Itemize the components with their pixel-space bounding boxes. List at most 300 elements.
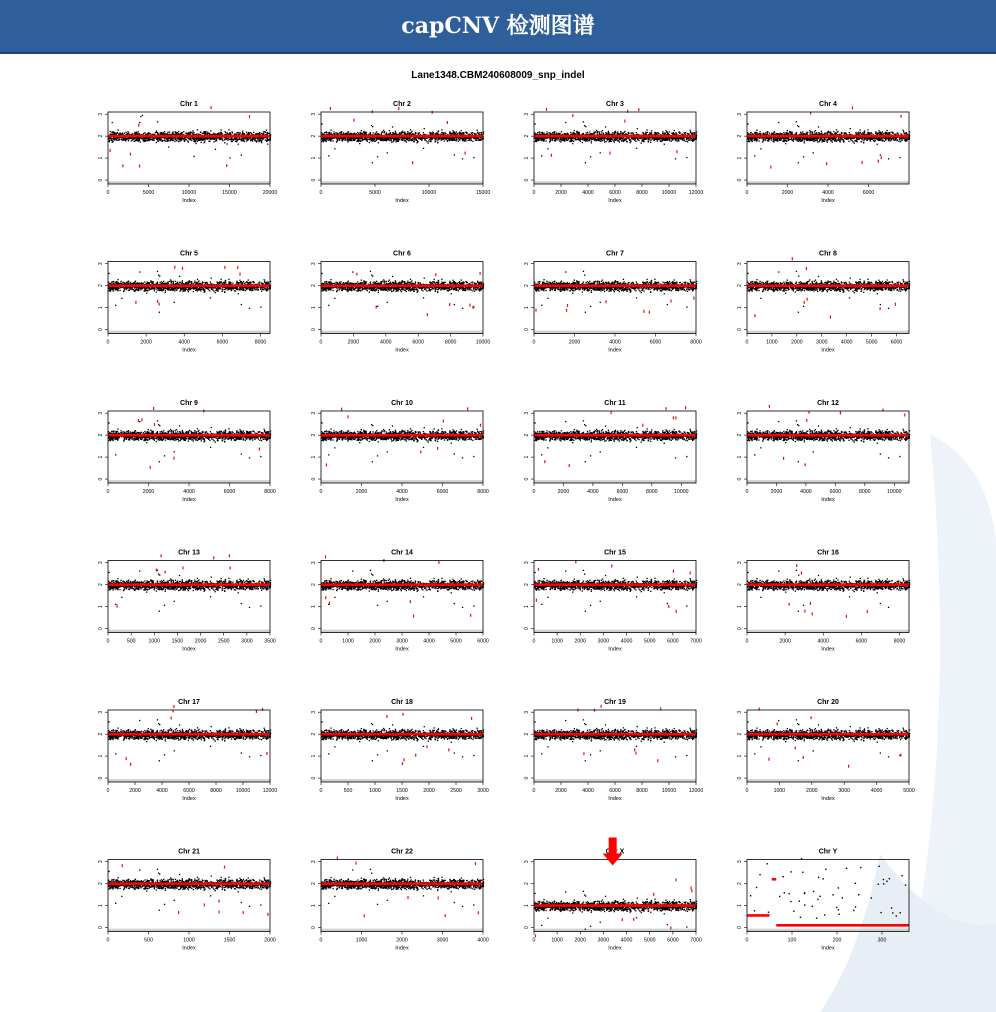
data-point <box>478 138 479 139</box>
data-point <box>225 138 226 139</box>
data-point <box>475 133 476 134</box>
data-point <box>377 156 378 157</box>
data-point <box>347 132 348 133</box>
data-point <box>601 131 602 132</box>
data-point <box>335 132 336 133</box>
data-point <box>441 140 442 141</box>
data-point <box>242 133 243 134</box>
data-point <box>210 130 211 131</box>
data-point <box>369 142 370 143</box>
data-point <box>110 131 111 132</box>
data-point <box>188 134 189 135</box>
data-point <box>154 140 155 141</box>
data-point <box>206 131 207 132</box>
data-point <box>423 148 424 149</box>
data-point <box>363 139 364 140</box>
data-point <box>190 132 191 133</box>
data-point <box>157 121 158 122</box>
data-point <box>140 116 141 117</box>
data-point <box>267 144 268 145</box>
data-point <box>235 138 236 139</box>
data-point <box>378 142 379 143</box>
data-point <box>164 131 165 132</box>
data-point <box>138 131 139 132</box>
data-point <box>265 139 266 140</box>
data-point <box>195 140 196 141</box>
data-point <box>251 138 252 139</box>
data-point <box>114 132 115 133</box>
data-point <box>142 115 143 116</box>
data-point <box>216 139 217 140</box>
data-point <box>235 133 236 134</box>
data-point <box>207 133 208 134</box>
data-point <box>227 143 228 144</box>
data-point <box>213 141 214 142</box>
data-point <box>180 139 181 140</box>
data-point <box>173 133 174 134</box>
data-point <box>360 137 361 138</box>
outlier-mark <box>353 119 354 122</box>
data-point <box>398 139 399 140</box>
data-point <box>614 142 615 143</box>
data-point <box>144 141 145 142</box>
data-point <box>383 130 384 131</box>
data-point <box>219 133 220 134</box>
y-tick-label: 2 <box>98 135 104 138</box>
data-point <box>266 138 267 139</box>
data-point <box>456 139 457 140</box>
data-point <box>133 139 134 140</box>
data-point <box>127 138 128 139</box>
data-point <box>430 141 431 142</box>
data-point <box>409 138 410 139</box>
data-point <box>125 138 126 139</box>
data-point <box>188 132 189 133</box>
data-point <box>402 132 403 133</box>
x-tick-label: 10000 <box>422 190 437 196</box>
data-point <box>376 139 377 140</box>
data-point <box>332 140 333 141</box>
outlier-mark <box>226 164 227 167</box>
data-point <box>458 141 459 142</box>
data-point <box>380 139 381 140</box>
data-point <box>231 141 232 142</box>
x-tick-label: 4000 <box>582 190 594 196</box>
data-point <box>343 133 344 134</box>
data-point <box>201 138 202 139</box>
data-point <box>435 139 436 140</box>
x-tick-label: 6000 <box>609 190 621 196</box>
data-point <box>145 140 146 141</box>
chromosome-panel <box>311 101 490 204</box>
data-point <box>356 133 357 134</box>
data-point <box>193 134 194 135</box>
data-point <box>227 140 228 141</box>
data-point <box>169 131 170 132</box>
data-point <box>360 134 361 135</box>
data-point <box>402 140 403 141</box>
data-point <box>168 146 169 147</box>
data-point <box>465 140 466 141</box>
data-point <box>401 133 402 134</box>
data-point <box>144 138 145 139</box>
data-point <box>472 132 473 133</box>
data-point <box>142 138 143 139</box>
x-tick-label: 5000 <box>143 190 155 196</box>
panel-title: Chr 1 <box>180 101 198 108</box>
data-point <box>194 156 195 157</box>
data-point <box>160 132 161 133</box>
data-point <box>226 138 227 139</box>
data-point <box>250 132 251 133</box>
data-point <box>474 133 475 134</box>
data-point <box>339 139 340 140</box>
data-point <box>402 131 403 132</box>
outlier-mark <box>130 153 131 156</box>
data-point <box>466 131 467 132</box>
data-point <box>111 138 112 139</box>
data-point <box>202 133 203 134</box>
data-point <box>141 138 142 139</box>
data-point <box>260 139 261 140</box>
data-point <box>444 138 445 139</box>
data-point <box>345 139 346 140</box>
data-point <box>259 133 260 134</box>
data-point <box>157 139 158 140</box>
data-point <box>338 133 339 134</box>
data-point <box>333 131 334 132</box>
x-tick-label: 5000 <box>369 190 381 196</box>
data-point <box>242 138 243 139</box>
data-point <box>481 132 482 133</box>
y-tick-label: 1 <box>524 156 530 159</box>
data-point <box>372 162 373 163</box>
data-point <box>121 133 122 134</box>
data-point <box>132 133 133 134</box>
data-point <box>436 139 437 140</box>
data-point <box>261 133 262 134</box>
data-point <box>117 130 118 131</box>
data-point <box>192 130 193 131</box>
data-point <box>425 138 426 139</box>
x-tick-label: 0 <box>533 190 536 196</box>
outlier-mark <box>138 124 139 127</box>
data-point <box>161 132 162 133</box>
data-point <box>244 133 245 134</box>
data-point <box>354 133 355 134</box>
data-point <box>128 140 129 141</box>
data-point <box>253 132 254 133</box>
data-point <box>117 138 118 139</box>
data-point <box>353 139 354 140</box>
data-point <box>414 138 415 139</box>
data-point <box>213 138 214 139</box>
data-point <box>132 139 133 140</box>
data-point <box>321 123 322 124</box>
data-point <box>442 132 443 133</box>
x-tick-label: 0 <box>320 190 323 196</box>
data-point <box>456 140 457 141</box>
data-point <box>232 132 233 133</box>
data-point <box>342 138 343 139</box>
data-point <box>426 141 427 142</box>
data-point <box>176 139 177 140</box>
data-point <box>112 132 113 133</box>
outlier-mark <box>465 152 466 155</box>
data-point <box>409 139 410 140</box>
data-point <box>467 140 468 141</box>
data-point <box>242 134 243 135</box>
data-point <box>248 134 249 135</box>
data-point <box>147 140 148 141</box>
data-point <box>266 130 267 131</box>
data-point <box>477 132 478 133</box>
data-point <box>360 140 361 141</box>
data-point <box>450 140 451 141</box>
data-point <box>209 133 210 134</box>
data-point <box>229 157 230 158</box>
data-point <box>415 133 416 134</box>
x-tick-label: 15000 <box>476 190 491 196</box>
x-tick-label: 10000 <box>182 190 197 196</box>
data-point <box>432 139 433 140</box>
data-point <box>127 131 128 132</box>
data-point <box>242 131 243 132</box>
data-point <box>447 141 448 142</box>
data-point <box>177 137 178 138</box>
data-point <box>391 140 392 141</box>
data-point <box>184 141 185 142</box>
data-point <box>258 140 259 141</box>
data-point <box>345 137 346 138</box>
data-point <box>471 132 472 133</box>
data-point <box>445 132 446 133</box>
x-axis-label: Index <box>608 198 622 204</box>
data-point <box>157 132 158 133</box>
data-point <box>425 140 426 141</box>
report-header <box>0 0 996 54</box>
data-point <box>448 138 449 139</box>
data-point <box>446 139 447 140</box>
data-point <box>142 139 143 140</box>
data-point <box>358 139 359 140</box>
data-point <box>437 142 438 143</box>
zero-band <box>108 181 270 184</box>
data-point <box>356 141 357 142</box>
data-point <box>382 140 383 141</box>
data-point <box>338 138 339 139</box>
data-point <box>203 138 204 139</box>
data-point <box>363 131 364 132</box>
data-point <box>144 132 145 133</box>
data-point <box>190 139 191 140</box>
data-point <box>216 140 217 141</box>
data-point <box>455 133 456 134</box>
data-point <box>171 134 172 135</box>
data-point <box>113 137 114 138</box>
data-point <box>341 140 342 141</box>
data-point <box>412 140 413 141</box>
data-point <box>464 137 465 138</box>
data-point <box>116 140 117 141</box>
data-point <box>154 138 155 139</box>
outlier-mark <box>398 107 399 110</box>
data-point <box>389 130 390 131</box>
data-point <box>457 133 458 134</box>
data-point <box>354 138 355 139</box>
data-point <box>395 132 396 133</box>
data-point <box>351 133 352 134</box>
data-point <box>361 130 362 131</box>
data-point <box>371 140 372 141</box>
data-point <box>225 132 226 133</box>
data-point <box>334 133 335 134</box>
data-point <box>207 138 208 139</box>
y-tick-label: 2 <box>311 135 317 138</box>
data-point <box>172 140 173 141</box>
x-tick-label: 20000 <box>263 190 278 196</box>
data-point <box>386 133 387 134</box>
data-point <box>109 140 110 141</box>
data-point <box>341 131 342 132</box>
data-point <box>196 143 197 144</box>
data-point <box>163 140 164 141</box>
data-point <box>197 141 198 142</box>
chromosome-panel <box>524 101 703 204</box>
panel-title: Chr 2 <box>393 101 411 108</box>
data-point <box>450 132 451 133</box>
data-point <box>184 140 185 141</box>
data-point <box>139 122 140 123</box>
data-point <box>467 137 468 138</box>
data-point <box>332 138 333 139</box>
data-point <box>268 133 269 134</box>
data-point <box>438 131 439 132</box>
data-point <box>259 132 260 133</box>
data-point <box>389 139 390 140</box>
cnv-chart <box>0 54 996 1012</box>
data-point <box>454 154 455 155</box>
data-point <box>204 141 205 142</box>
data-point <box>115 139 116 140</box>
zero-band <box>321 181 483 184</box>
data-point <box>182 138 183 139</box>
data-point <box>362 140 363 141</box>
data-point <box>109 138 110 139</box>
data-point <box>124 133 125 134</box>
data-point <box>407 131 408 132</box>
data-point <box>238 144 239 145</box>
data-point <box>369 133 370 134</box>
data-point <box>417 141 418 142</box>
data-point <box>348 139 349 140</box>
data-point <box>387 152 388 153</box>
data-point <box>139 133 140 134</box>
data-point <box>143 133 144 134</box>
data-point <box>565 122 566 123</box>
data-point <box>443 133 444 134</box>
data-point <box>423 132 424 133</box>
data-point <box>240 132 241 133</box>
data-point <box>238 132 239 133</box>
data-point <box>349 138 350 139</box>
data-point <box>201 139 202 140</box>
data-point <box>156 130 157 131</box>
data-point <box>412 138 413 139</box>
data-point <box>355 138 356 139</box>
data-point <box>452 130 453 131</box>
data-point <box>161 139 162 140</box>
data-point <box>463 139 464 140</box>
data-point <box>193 132 194 133</box>
data-point <box>239 134 240 135</box>
data-point <box>341 133 342 134</box>
data-point <box>459 132 460 133</box>
data-point <box>185 133 186 134</box>
data-point <box>326 137 327 138</box>
y-tick-label: 0 <box>524 178 530 181</box>
data-point <box>325 132 326 133</box>
data-point <box>167 133 168 134</box>
data-point <box>111 139 112 140</box>
plot-frame <box>321 112 483 184</box>
data-point <box>205 133 206 134</box>
data-point <box>160 140 161 141</box>
data-point <box>261 140 262 141</box>
data-point <box>451 133 452 134</box>
data-point <box>152 139 153 140</box>
data-point <box>372 139 373 140</box>
data-point <box>456 131 457 132</box>
data-point <box>245 138 246 139</box>
data-point <box>357 132 358 133</box>
outlier-mark <box>110 149 111 152</box>
data-point <box>364 132 365 133</box>
data-point <box>228 129 229 130</box>
data-point <box>442 139 443 140</box>
data-point <box>421 140 422 141</box>
data-point <box>433 132 434 133</box>
data-point <box>264 131 265 132</box>
y-tick-label: 0 <box>98 178 104 181</box>
data-point <box>180 133 181 134</box>
data-point <box>434 133 435 134</box>
y-tick-label: 3 <box>311 113 317 116</box>
data-point <box>148 133 149 134</box>
x-tick-label: 10000 <box>662 190 677 196</box>
data-point <box>361 133 362 134</box>
data-point <box>241 154 242 155</box>
data-point <box>324 138 325 139</box>
data-point <box>400 133 401 134</box>
data-point <box>453 140 454 141</box>
data-point <box>118 140 119 141</box>
x-tick-label: 0 <box>107 190 110 196</box>
data-point <box>193 138 194 139</box>
data-point <box>438 138 439 139</box>
x-axis-label: Index <box>182 198 196 204</box>
panel-title: Chr 3 <box>606 101 624 108</box>
data-point <box>480 132 481 133</box>
y-tick-label: 1 <box>311 156 317 159</box>
data-point <box>389 140 390 141</box>
data-point <box>347 133 348 134</box>
data-point <box>187 133 188 134</box>
data-point <box>220 138 221 139</box>
data-point <box>334 148 335 149</box>
data-point <box>205 138 206 139</box>
data-point <box>178 141 179 142</box>
